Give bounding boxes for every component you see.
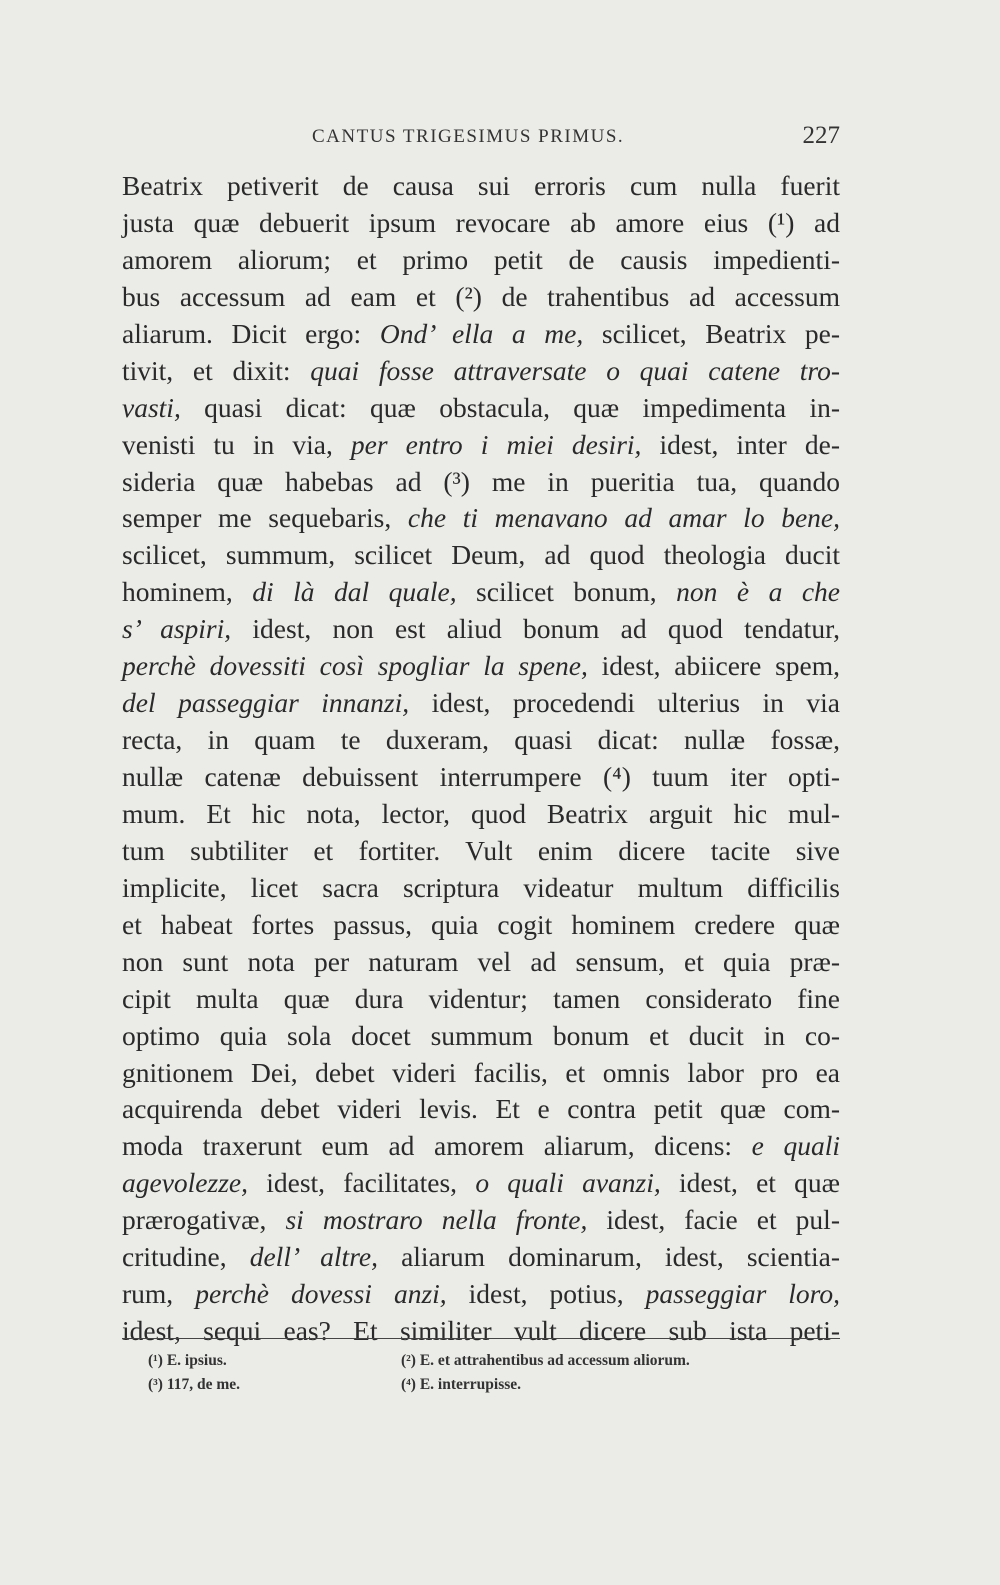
italic-quotation: si mostraro nella fronte, bbox=[285, 1204, 588, 1236]
text-run: scilicet, summum, scilicet Deum, ad quod theologia ducit bbox=[122, 539, 840, 571]
text-run: aliarum dominarum, idest, scientia- bbox=[377, 1241, 840, 1273]
text-run: aliarum. Dicit ergo: bbox=[122, 317, 380, 349]
text-run: idest, et quæ bbox=[660, 1167, 840, 1199]
text-run: critudine, bbox=[122, 1241, 250, 1273]
text-run: tum subtiliter et fortiter. Vult enim dicere tacite sive bbox=[122, 834, 840, 866]
text-line bbox=[122, 500, 840, 537]
italic-quotation: quai fosse attraversate o quai catene tro- bbox=[310, 354, 840, 386]
text-run: quasi dicat: quæ obstacula, quæ impedimenta in- bbox=[180, 391, 840, 423]
text-run: idest, facie et pul- bbox=[587, 1204, 840, 1236]
text-line bbox=[122, 1165, 840, 1202]
text-line bbox=[122, 685, 840, 722]
text-run: bus accessum ad eam et (²) de trahentibus ad accessum bbox=[122, 280, 840, 312]
italic-quotation: di là dal quale, bbox=[252, 576, 457, 608]
text-line bbox=[122, 427, 840, 464]
text-line bbox=[122, 1128, 840, 1165]
text-run: acquirenda debet videri levis. Et e contra petit quæ com- bbox=[122, 1093, 840, 1125]
text-line bbox=[122, 537, 840, 574]
text-line bbox=[122, 464, 840, 501]
text-line bbox=[122, 1202, 840, 1239]
text-line bbox=[122, 1313, 840, 1350]
italic-quotation: e quali bbox=[751, 1130, 840, 1162]
text-run: sideria quæ habebas ad (³) me in pueritia tua, quando bbox=[122, 465, 840, 497]
text-line bbox=[122, 353, 840, 390]
italic-quotation: perchè dovessi anzi, bbox=[195, 1278, 447, 1310]
text-line bbox=[122, 1018, 840, 1055]
text-line bbox=[122, 759, 840, 796]
italic-quotation: per entro i miei desiri, bbox=[350, 428, 642, 460]
text-line bbox=[122, 648, 840, 685]
text-run: implicite, licet sacra scriptura videatur multum difficilis bbox=[122, 871, 840, 903]
text-line bbox=[122, 611, 840, 648]
italic-quotation: passeggiar loro, bbox=[645, 1278, 840, 1310]
text-run: rum, bbox=[122, 1278, 196, 1310]
text-run: gnitionem Dei, debet videri facilis, et omnis labor pro ea bbox=[122, 1056, 840, 1088]
text-run: idest, inter de- bbox=[641, 428, 840, 460]
text-run: venisti tu in via, bbox=[122, 428, 351, 460]
text-line bbox=[122, 944, 840, 981]
text-run: idest, procedendi ulterius in via bbox=[409, 687, 840, 719]
footnote: (³) 117, de me. bbox=[148, 1376, 241, 1393]
text-line bbox=[122, 907, 840, 944]
text-run: non sunt nota per naturam vel ad sensum, et quia præ- bbox=[122, 945, 840, 977]
italic-quotation: del passeggiar innanzi, bbox=[122, 687, 410, 719]
footnotes bbox=[148, 1352, 828, 1400]
text-line bbox=[122, 316, 840, 353]
text-run: idest, abiicere spem, bbox=[587, 650, 841, 682]
page-number: 227 bbox=[802, 122, 840, 149]
text-run: nullæ catenæ debuissent interrumpere (⁴) tuum iter opti- bbox=[122, 761, 840, 792]
text-line bbox=[122, 722, 840, 759]
text-run: idest, facilitates, bbox=[248, 1167, 476, 1199]
text-line bbox=[122, 168, 840, 205]
text-line bbox=[122, 1091, 840, 1128]
text-line bbox=[122, 574, 840, 611]
footnote: (²) E. et attrahentibus ad accessum aliorum. bbox=[401, 1352, 690, 1369]
running-title: CANTUS TRIGESIMUS PRIMUS. bbox=[312, 126, 625, 147]
text-line bbox=[122, 205, 840, 242]
text-line bbox=[122, 796, 840, 833]
text-run: Beatrix petiverit de causa sui erroris cum nulla fuerit bbox=[122, 170, 840, 201]
text-line bbox=[122, 1055, 840, 1092]
text-line bbox=[122, 1276, 840, 1313]
text-line bbox=[122, 242, 840, 279]
footnote: (⁴) E. interrupisse. bbox=[401, 1376, 522, 1393]
text-run: amorem aliorum; et primo petit de causis impedienti- bbox=[122, 243, 840, 275]
text-run: recta, in quam te duxeram, quasi dicat: nullæ fossæ, bbox=[122, 724, 840, 756]
italic-quotation: perchè dovessiti così spogliar la spene, bbox=[122, 650, 588, 682]
italic-quotation: s’ aspiri, bbox=[122, 613, 232, 645]
italic-quotation: Ond’ ella a me, bbox=[379, 317, 584, 349]
text-line bbox=[122, 279, 840, 316]
text-run: optimo quia sola docet summum bonum et ducit in co- bbox=[122, 1019, 840, 1051]
text-run: semper me sequebaris, bbox=[122, 502, 408, 534]
footnote: (¹) E. ipsius. bbox=[148, 1352, 227, 1369]
text-line bbox=[122, 870, 840, 907]
italic-quotation: dell’ altre, bbox=[249, 1241, 378, 1273]
text-run: tivit, et dixit: bbox=[122, 354, 311, 386]
text-run: mum. Et hic nota, lector, quod Beatrix arguit hic mul- bbox=[122, 797, 840, 829]
text-line bbox=[122, 981, 840, 1018]
italic-quotation: agevolezze, bbox=[122, 1167, 248, 1199]
italic-quotation: o quali avanzi, bbox=[475, 1167, 661, 1199]
footnote-row bbox=[148, 1352, 828, 1376]
italic-quotation: non è a che bbox=[676, 576, 840, 608]
text-run: moda traxerunt eum ad amorem aliarum, dicens: bbox=[122, 1130, 752, 1162]
text-run: idest, potius, bbox=[446, 1278, 646, 1310]
text-line bbox=[122, 1239, 840, 1276]
text-line bbox=[122, 390, 840, 427]
body-text bbox=[122, 168, 840, 1350]
text-run: justa quæ debuerit ipsum revocare ab amore eius (¹) ad bbox=[122, 206, 840, 238]
footnote-row bbox=[148, 1376, 828, 1400]
italic-quotation: vasti, bbox=[122, 391, 181, 423]
footnote-divider bbox=[122, 1338, 840, 1339]
text-run: scilicet bonum, bbox=[456, 576, 677, 608]
text-run: scilicet, Beatrix pe- bbox=[583, 317, 841, 349]
italic-quotation: che ti menavano ad amar lo bene, bbox=[407, 502, 841, 534]
text-run: prærogativæ, bbox=[122, 1204, 286, 1236]
text-run: hominem, bbox=[122, 576, 253, 608]
text-run: idest, non est aliud bonum ad quod tendatur, bbox=[231, 613, 841, 645]
text-run: et habeat fortes passus, quia cogit hominem credere quæ bbox=[122, 908, 840, 940]
text-run: idest, sequi eas? Et similiter vult dicere sub ista peti- bbox=[122, 1315, 840, 1347]
text-line bbox=[122, 833, 840, 870]
page-header bbox=[122, 122, 840, 158]
text-run: cipit multa quæ dura videntur; tamen considerato fine bbox=[122, 982, 840, 1014]
